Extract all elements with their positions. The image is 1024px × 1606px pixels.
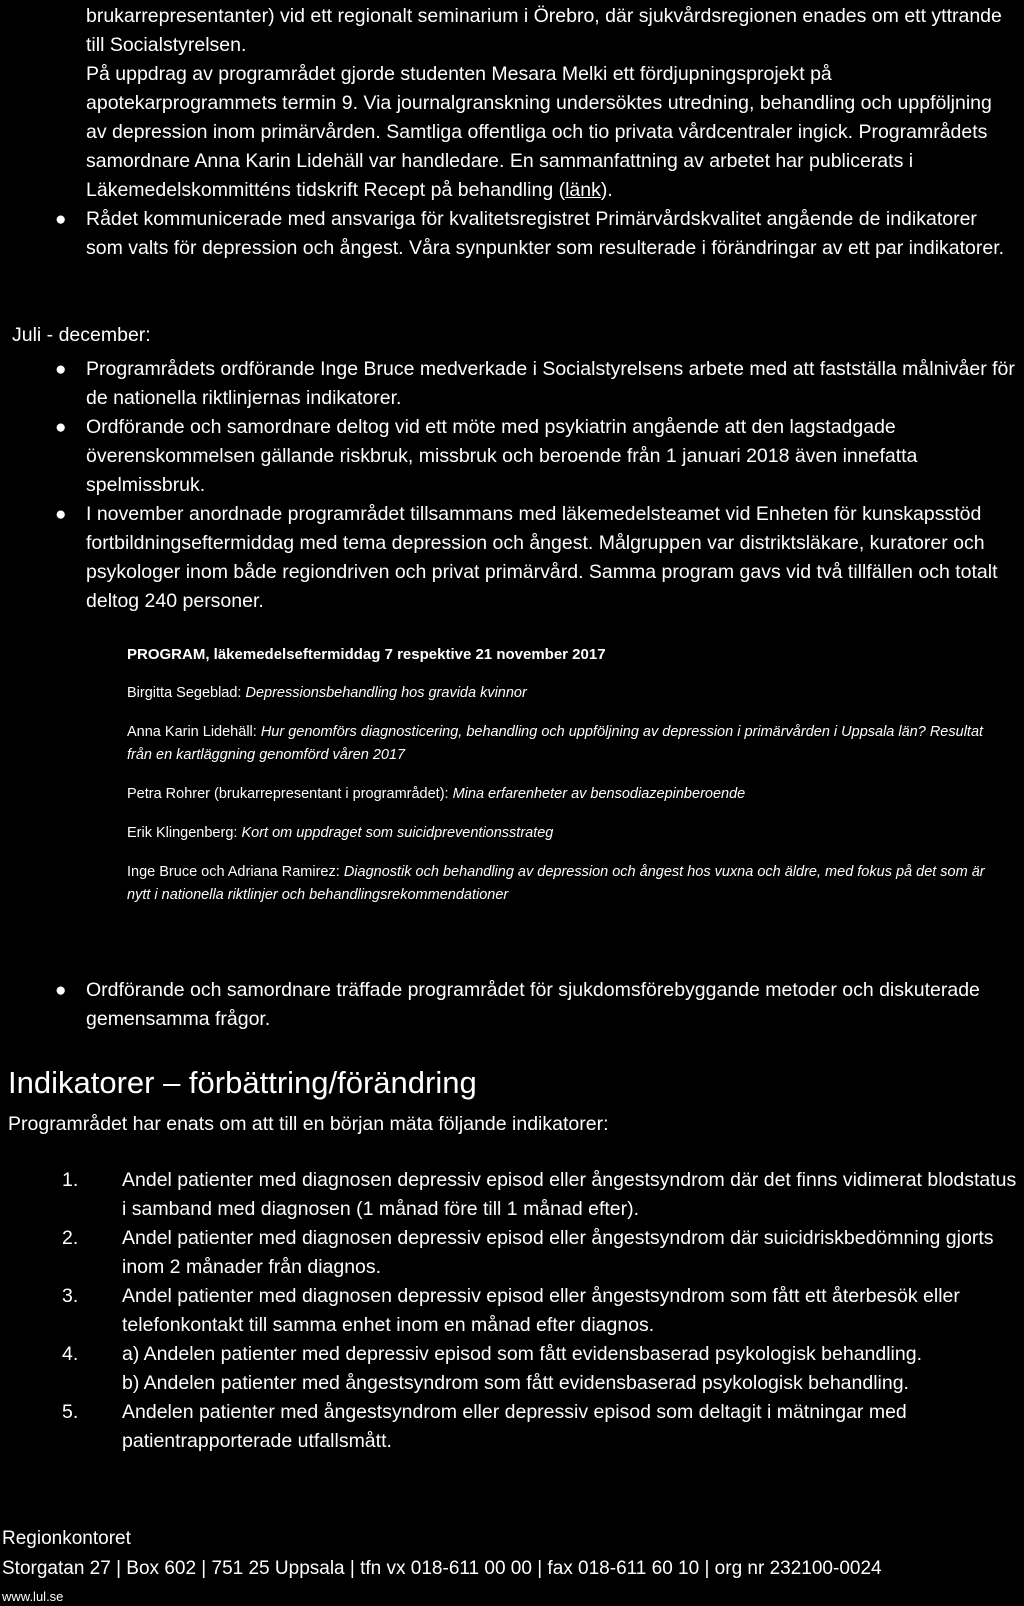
bullet-text: Ordförande och samordnare träffade programrådet för sjukdomsförebyggande metoder och diskuterade gemensamma frågor. bbox=[86, 979, 980, 1030]
program-block bbox=[127, 643, 1007, 923]
bullet-dot-icon: ● bbox=[55, 980, 67, 1001]
indicator-text-b: b) Andelen patienter med ångestsyndrom som fått evidensbaserad psykologisk behandling. bbox=[122, 1372, 909, 1394]
paragraph-student-project bbox=[86, 60, 1016, 205]
bullet-text: Rådet kommunicerade med ansvariga för kvalitetsregistret Primärvårdskvalitet angående de indikatorer som valts för depression och ångest. Våra synpunkter som resulterade i förändringar av ett par indikatorer. bbox=[86, 208, 1005, 259]
indicator-text: Andel patienter med diagnosen depressiv episod eller ångestsyndrom där det finns vidimerat blodstatus i samband med diagnosen (1 månad före till 1 månad efter). bbox=[122, 1169, 1017, 1220]
program-topic: Diagnostik och behandling av depression och ångest hos vuxna och äldre, med fokus på det som är nytt i nationella riktlinjer och behandlingsrekommendationer bbox=[127, 864, 985, 903]
indicator-item bbox=[62, 1166, 1022, 1224]
bullet-text: I november anordnade programrådet tillsammans med läkemedelsteamet vid Enheten för kunskapsstöd fortbildningseftermiddag med tema depression och ångest. Målgruppen var distriktsläkare, kuratorer och psykologer inom både regiondriven och privat primärvård. Samma program gavs vid två tillfällen och totalt deltog 240 personer. bbox=[86, 503, 998, 612]
indicator-item bbox=[62, 1224, 1022, 1282]
footer-address: Storgatan 27 | Box 602 | 751 25 Uppsala | tfn vx 018-611 00 00 | fax 018-611 60 10 | org nr 232100-0024 bbox=[2, 1558, 882, 1579]
bullet-text: Programrådets ordförande Inge Bruce medverkade i Socialstyrelsens arbete med att fastställa målnivåer för de nationella riktlinjernas indikatorer. bbox=[86, 358, 1015, 409]
paragraph-text: På uppdrag av programrådet gjorde studenten Mesara Melki ett fördjupningsprojekt på apotekarprogrammets termin 9. Via journalgranskning undersöktes utredning, behandling och uppföljning av depression inom primärvården. Samtliga offentliga och tio privata vårdcentraler ingick. Programrådets samordnare Anna Karin Lidehäll var handledare. En sammanfattning av arbetet har publicerats i Läkemedelskommitténs tidskrift Recept på behandling ( bbox=[86, 63, 992, 201]
program-item bbox=[127, 682, 1007, 705]
section-label: Juli - december: bbox=[12, 324, 151, 346]
bullet-item bbox=[55, 976, 1016, 1034]
program-topic: Mina erfarenheter av bensodiazepinberoende bbox=[452, 786, 746, 802]
indicator-number: 5. bbox=[62, 1401, 79, 1423]
indicator-number: 1. bbox=[62, 1169, 79, 1191]
bullet-dot-icon: ● bbox=[55, 504, 67, 525]
program-topic: Hur genomförs diagnosticering, behandling och uppföljning av depression i primärvården i Uppsala län? Resultat från en kartläggning genomförd våren 2017 bbox=[127, 724, 984, 763]
footer-org: Regionkontoret bbox=[2, 1528, 131, 1549]
indicator-text: Andel patienter med diagnosen depressiv episod eller ångestsyndrom där suicidriskbedömning gjorts inom 2 månader från diagnos. bbox=[122, 1227, 994, 1278]
indicator-item bbox=[62, 1340, 1022, 1398]
indicator-number: 4. bbox=[62, 1343, 79, 1365]
indicator-item bbox=[62, 1398, 1022, 1456]
indicator-item bbox=[62, 1282, 1022, 1340]
program-topic: Kort om uppdraget som suicidpreventionsstrateg bbox=[241, 825, 554, 841]
program-speaker: Erik Klingenberg: bbox=[127, 825, 242, 841]
bullet-item bbox=[55, 355, 1016, 413]
footer-website-link[interactable]: www.lul.se bbox=[2, 1589, 64, 1604]
program-item bbox=[127, 861, 1007, 907]
indicator-number: 2. bbox=[62, 1227, 79, 1249]
indicators-intro: Programrådet har enats om att till en början mäta följande indikatorer: bbox=[8, 1113, 609, 1135]
program-item bbox=[127, 783, 1007, 806]
bullet-item bbox=[55, 413, 1016, 500]
indicator-text: Andelen patienter med ångestsyndrom eller depressiv episod som deltagit i mätningar med patientrapporterade utfallsmått. bbox=[122, 1401, 907, 1452]
bullet-dot-icon: ● bbox=[55, 209, 67, 230]
program-speaker: Birgitta Segeblad: bbox=[127, 685, 246, 701]
indicator-list bbox=[62, 1166, 1022, 1456]
bullet-item bbox=[55, 205, 1016, 263]
recept-link[interactable]: länk bbox=[565, 179, 601, 201]
indicator-text: a) Andelen patienter med depressiv episod som fått evidensbaserad psykologisk behandling. bbox=[122, 1343, 922, 1365]
program-title-bold: PROGRAM, bbox=[127, 646, 210, 663]
bullet-dot-icon: ● bbox=[55, 417, 67, 438]
program-speaker: Inge Bruce och Adriana Ramirez: bbox=[127, 864, 344, 880]
program-speaker: Petra Rohrer (brukarrepresentant i programrådet): bbox=[127, 786, 453, 802]
bullet-dot-icon: ● bbox=[55, 359, 67, 380]
bullet-text: Ordförande och samordnare deltog vid ett möte med psykiatrin angående att den lagstadgade överenskommelsen gällande riskbruk, missbruk och beroende från 1 januari 2018 även innefatta spelmissbruk. bbox=[86, 416, 918, 496]
indicator-number: 3. bbox=[62, 1285, 79, 1307]
program-title-rest: läkemedelseftermiddag 7 respektive 21 november 2017 bbox=[209, 646, 606, 663]
indicator-text: Andel patienter med diagnosen depressiv episod eller ångestsyndrom som fått ett återbesök eller telefonkontakt till samma enhet inom en månad efter diagnos. bbox=[122, 1285, 960, 1336]
paragraph-continuation: brukarrepresentanter) vid ett regionalt seminarium i Örebro, där sjukvårdsregionen enades om ett yttrande till Socialstyrelsen. bbox=[86, 5, 1002, 56]
program-item bbox=[127, 822, 1007, 845]
paragraph-text-end: ). bbox=[600, 179, 613, 201]
program-item bbox=[127, 721, 1007, 767]
program-title bbox=[127, 643, 1007, 666]
bullet-item bbox=[55, 500, 1016, 616]
program-topic: Depressionsbehandling hos gravida kvinnor bbox=[245, 685, 527, 701]
program-speaker: Anna Karin Lidehäll: bbox=[127, 724, 261, 740]
indicators-heading: Indikatorer – förbättring/förändring bbox=[8, 1065, 477, 1100]
